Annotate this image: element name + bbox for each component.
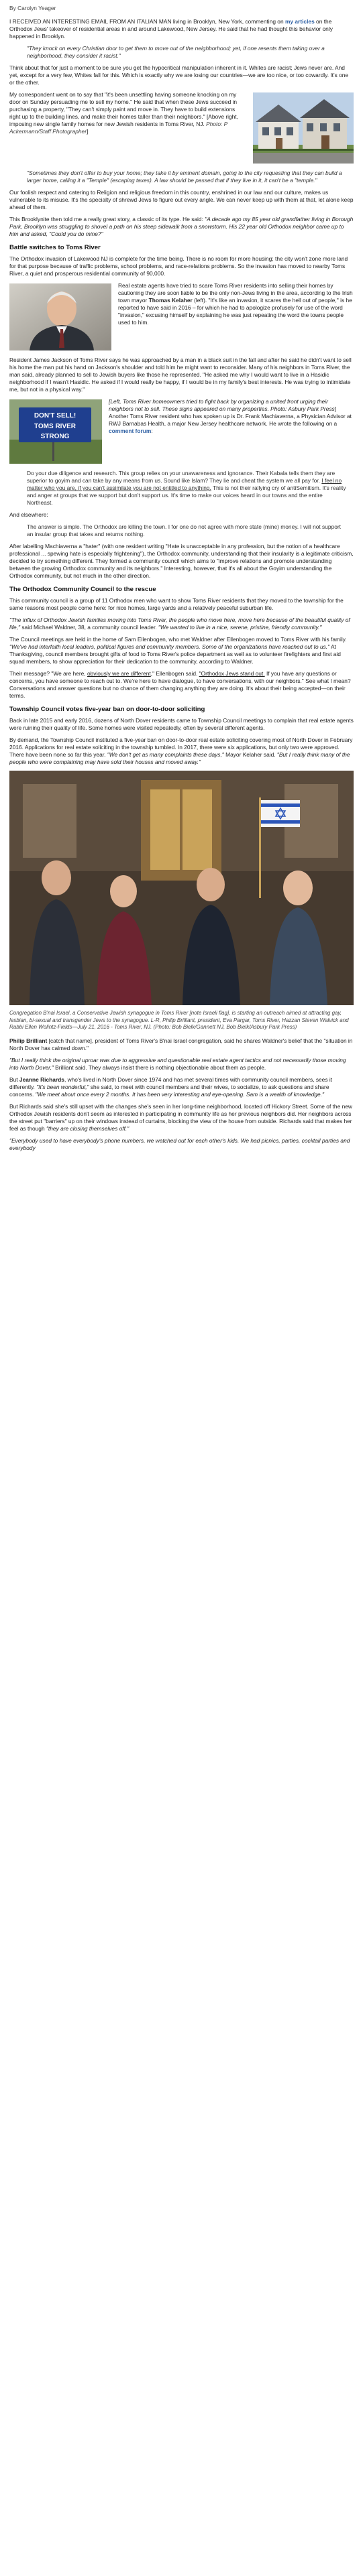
quote-span: "It's been wonderful," xyxy=(36,1083,89,1090)
section3-paragraph-2 xyxy=(9,736,354,766)
mayor-portrait xyxy=(9,283,111,352)
blockquote-4: The answer is simple. The Orthodox are killing the town. I for one do not agree with more state (mine) money. I will not support an insular group that takes and returns nothing. xyxy=(27,523,341,537)
synagogue-photo-caption xyxy=(9,1010,354,1031)
text-span: ," xyxy=(150,670,155,677)
quote-span: "The influx of Orthodox Jewish families moving into Toms River, the people who move here, move here because of the beautiful quality of life," xyxy=(9,617,350,631)
section-heading-ban: Township Council votes five-year ban on door-to-door soliciting xyxy=(9,706,205,713)
text-span: This is not their rallying cry of antiSemitism. It's reality and anger at groups that we support but don't support us. It's time to make our voices heard in our towns and the entire Northeast. xyxy=(27,485,346,506)
person-name: Philip Brilliant xyxy=(9,1037,48,1044)
section3-paragraph-3 xyxy=(9,1037,354,1052)
text-span: "We are here, xyxy=(51,670,87,677)
text-span: [Left, Toms River homeowners tried to fight back by organizing a united front urging their neighbors not to sell. These signs appeared on many properties. xyxy=(109,398,328,412)
photo-credit: Photo: Bob Bielk/Gannett NJ, Bob Bielk/Asbury Park Press xyxy=(155,1024,295,1030)
text-span: If you have any questions or concerns, you have someone to reach out to. We're here to have dialogue, to have conversations, with our neighbors." See what I mean? Conversations and answer questions but no chance of them changing anything they are doing. It's about their being accepted—on their terms. xyxy=(9,670,351,699)
text-span: [catch that name], president of Toms River's B'nai Israel congregation, said he shares Waldner's belief that the "situation in North Dover has calmed down." xyxy=(9,1037,353,1051)
section2-paragraph-2 xyxy=(9,617,354,631)
intro-paragraph-4: Our foolish respect and catering to Religion and religious freedom in this country, enshrined in our law and our culture, makes us vulnerable to its misuse. It's the specialty of shrewd Jews to figure out every angle. We can never keep up with them at that, let alone keep ahead of them. xyxy=(9,189,354,210)
byline: By Carolyn Yeager xyxy=(9,5,56,11)
text-span: Mayor Kelaher said. xyxy=(223,751,277,758)
my-articles-link[interactable]: my articles xyxy=(284,18,315,25)
section2-paragraph-1: This community council is a group of 11 Orthodox men who want to show Toms River residents that they moved to the township for the same reasons most people come here: for nice homes, large yards and a relatively peaceful suburban life. xyxy=(9,597,344,611)
section-heading-toms-river: Battle switches to Toms River xyxy=(9,244,101,251)
quote-span: "A decade ago my 85 year old grandfather living in Borough Park, Brooklyn was struggling to shovel a path on his steep sidewalk from a snowstorm. His 22 year old Orthodox neighbor came up to him and asked, "Could you do mine?" xyxy=(9,216,354,237)
houses-photo xyxy=(253,92,354,166)
intro-paragraph-5 xyxy=(9,216,354,238)
synagogue-illustration xyxy=(9,771,354,1005)
quote-span: "But I really think many of the people who were complaining may have sold their houses and moved away." xyxy=(9,751,350,765)
sign-text-2: TOMS RIVER xyxy=(34,423,76,430)
person-name: Jeanne Richards xyxy=(19,1076,64,1083)
text-span: Brilliant said. They always insist there is nothing objectionable about them as people. xyxy=(53,1064,266,1071)
text-span: By demand, the Township Council instituted a five-year ban on door-to-door real estate soliciting covering most of North Dover in February 2016. Applications for real estate soliciting in the township tumbled. In 2017, there were six applications, but only two were approved. There have been none so far this year. xyxy=(9,736,353,758)
section1-paragraph-5: And elsewhere: xyxy=(9,511,48,518)
text-span: My correspondent went on to say that "it's been unsettling having someone knocking on my door on Sunday persuading me to sell my home." He said that when these Jews succeed in purchasing a property, "They can't simply paint and move in. They have to build extensions right up to the building lines, and make their homes taller than their neighbors." [Above right, imposing new single family homes for new Jewish residents in Toms River, NJ. xyxy=(9,91,238,127)
comment-forum-link[interactable]: comment forum xyxy=(109,428,152,434)
section1-paragraph-3: Resident James Jackson of Toms River says he was approached by a man in a black suit in the fall and after he said he didn't want to sell his home the man put his hand on Jackson's shoulder and told him he might want to reconsider. Many of his neighbors in Toms River, the man said, already planned to sell to Jewish buyers like those he represented. "He asked me why I would want to live in a Hasidic neighborhood if I wasn't Hasidic. He asked if I would really be happy, if I would be in my family's best interests. He was trying to intimidate me, but not in a physical way." xyxy=(9,357,352,393)
quote-span: "We've had interfaith local leaders, political figures and community members. Some of the organizations have reached out to us." xyxy=(9,643,330,650)
section3-paragraph-4 xyxy=(9,1057,354,1072)
text-span: At Thanksgiving, council members brought gifts of food to Toms River's police department as well as to volunteer firefighters and first aid squad members, to show appreciation for their dedication to the community, according to Waldner. xyxy=(9,643,341,665)
text-span: : xyxy=(151,428,153,434)
sign-illustration xyxy=(9,399,102,464)
text-span: Do your due diligence and research. This group relies on your unawareness and ignorance. Their Kabala tells them they are superior to goyim and can take by any means from us. Sound like Islam? They lie and cheat the system we all pay for. xyxy=(27,470,335,484)
article xyxy=(0,0,363,1152)
intro-paragraph-1 xyxy=(9,18,354,40)
sign-text-1: DON'T SELL! xyxy=(34,412,76,420)
section1-paragraph-1: The Orthodox invasion of Lakewood NJ is complete for the time being. There is no room for more housing; the city won't zone more land for that purpose because of traffic problems, school problems, and race-relations problems. So the invasion has moved to nearby Toms River, a quiet and prosperous residential community of 90,000. xyxy=(9,255,348,277)
section1-paragraph-6: After labelling Machiaverna a "hater" (with one resident writing "Hate is unacceptable in any profession, but the notion of a healthcare professional ... spewing hate is especially frightening"), the Orthodox community, understanding that their insularity is a legitimate criticism, decided to try something different. They formed a community council which aims to "improve relations and promote understanding between the growing Orthodox community and its neighbors." Interesting, however, that it's all about the Goyim understanding the Orthodox community, but not much in the other direction. xyxy=(9,543,354,579)
section-heading-council: The Orthodox Community Council to the rescue xyxy=(9,586,156,593)
sign-text-3: STRONG xyxy=(40,433,70,440)
text-span: ] xyxy=(87,128,89,135)
sign-photo xyxy=(9,399,102,466)
blockquote-1: "They knock on every Christian door to get them to move out of the neighborhood; yet, if one resents them taking over a neighborhood, they consider it racist." xyxy=(27,45,325,59)
quote-span: "We don't get as many complaints these days," xyxy=(107,751,224,758)
text-span: The Council meetings are held in the home of Sam Ellenbogen, who met Waldner after Ellenbogen moved to Toms River with his family. xyxy=(9,636,347,643)
text-span: I RECEIVED AN INTERESTING EMAIL FROM AN ITALIAN MAN living in Brooklyn, New York, commenting on xyxy=(9,18,285,25)
person-name: Thomas Kelaher xyxy=(148,297,193,304)
quote-span: "We meet about once every 2 months. It has been very interesting and eye-opening. Sam is a wealth of knowledge." xyxy=(35,1090,325,1098)
text-span: Ellenbogen said. xyxy=(154,670,199,677)
text-span: she said, to meet with council members and their wives, to socialize, to ask questions and share concerns. xyxy=(9,1083,329,1098)
quote-span: "they are closing themselves off." xyxy=(46,1124,129,1132)
text-span: Real estate agents have tried to scare Toms River residents into selling their homes by cautioning they are soon liable to be the only non-Jews living in the area, according to the Irish town mayor xyxy=(118,282,353,304)
text-span: said Michael Waldner, 38, a community council leader. xyxy=(20,624,158,631)
text-span: ] Another Toms River resident who has spoken up is Dr. Frank Machiaverna, a Physician Advisor at RWJ Barnabas Health, a major New Jersey healthcare network. He wrote the following on a xyxy=(109,405,352,427)
intro-paragraph-2: Think about that for just a moment to be sure you get the hypocritical manipulation inherent in it. Whites are racist; Jews never are. And yet, except for a very few, Whites fall for this. Which is exactly why we are losing our countries—we are too nice, or too cowardly. It's one or the other. xyxy=(9,64,349,86)
blockquote-2: "Sometimes they don't offer to buy your home; they take it by eminent domain, going to the city requesting that they can build a larger home, calling it a "Temple" (escaping taxes). A law should be passed that if they live in it, it can't be a "temple." xyxy=(27,170,342,184)
blockquote-3 xyxy=(27,470,348,507)
text-span: , who's lived in North Dover since 1974 and has met several times with community council members, sees it differently. xyxy=(9,1076,333,1090)
photo-credit: Photo: Asbury Park Press xyxy=(270,405,335,412)
houses-illustration xyxy=(253,92,354,164)
text-span: (left). "It's like an invasion, it scares the hell out of people," is he reported to have said in 2016 – for which he had to apologize profusely for use of the word "invasion," excusing himself by explaining he was just repeating the word the towns people used to him. xyxy=(118,297,352,326)
quote-span: "But I really think the original uproar was due to aggressive and questionable real estate agent tactics and not necessarily those moving into North Dover," xyxy=(9,1056,346,1071)
text-span: But Richards said she's still upset with the changes she's seen in her long-time neighborhood, located off Hickory Street. Some of the new Orthodox Jewish residents don't seem as interested in participating in community life as her previous neighbors did. Her neighbors across the street put "barriers" up on their windows instead of curtains, blocking the view of the house from outside. Richards said that makes her feel as though xyxy=(9,1102,352,1132)
section3-paragraph-6 xyxy=(9,1103,354,1133)
section3-paragraph-7: "Everybody used to have everybody's phone numbers, we watched out for each other's kids. We had picnics, parties, cocktail parties and everybody xyxy=(9,1137,350,1151)
section3-paragraph-5 xyxy=(9,1076,354,1098)
text-span: ) xyxy=(295,1024,297,1030)
photo-credit: Photo: P Ackermann/Staff Photographer xyxy=(9,121,227,135)
synagogue-photo xyxy=(9,771,354,1007)
section3-paragraph-1: Back in late 2015 and early 2016, dozens of North Dover residents came to Township Council meetings to complain that real estate agents were ruining their quality of life. Some homes were visited repeatedly, often by several different agents. xyxy=(9,717,354,731)
text-span: Their message? xyxy=(9,670,52,677)
text-span: Congregation B'nai Israel, a Conservative Jewish synagogue in Toms River [note Israeli flag], is starting an outreach aimed at attracting gay, lesbian, bi-sexual and transgender Jews to the synagogue. L-R, Philip Brilliant, president, Eva Pargar, Toms River, Hazzan Steven Walvick and Rabbi Ellen Wolintz-Fields—July 21, 2016 - Toms River, NJ. ( xyxy=(9,1010,349,1030)
portrait-illustration xyxy=(9,283,111,350)
section2-paragraph-4 xyxy=(9,670,354,700)
underlined-span: "Orthodox Jews stand out. xyxy=(199,670,265,677)
text-span: But xyxy=(9,1076,19,1083)
underlined-span: I feel no matter who you are, if you can't assimilate you are not entitled to anything. xyxy=(27,477,342,491)
quote-span: "We wanted to live in a nice, serene, pristine, friendly community." xyxy=(158,624,322,631)
text-span: This Brooklynite then told me a really great story, a classic of its type. He said: xyxy=(9,216,203,222)
section2-paragraph-3 xyxy=(9,636,354,665)
text-span: on the Orthodox Jews' takeover of residential areas in and around Lakewood, New Jersey. He said that he had thought this behavior only happened in Brooklyn. xyxy=(9,18,333,40)
underlined-span: obviously we are different xyxy=(87,670,151,677)
